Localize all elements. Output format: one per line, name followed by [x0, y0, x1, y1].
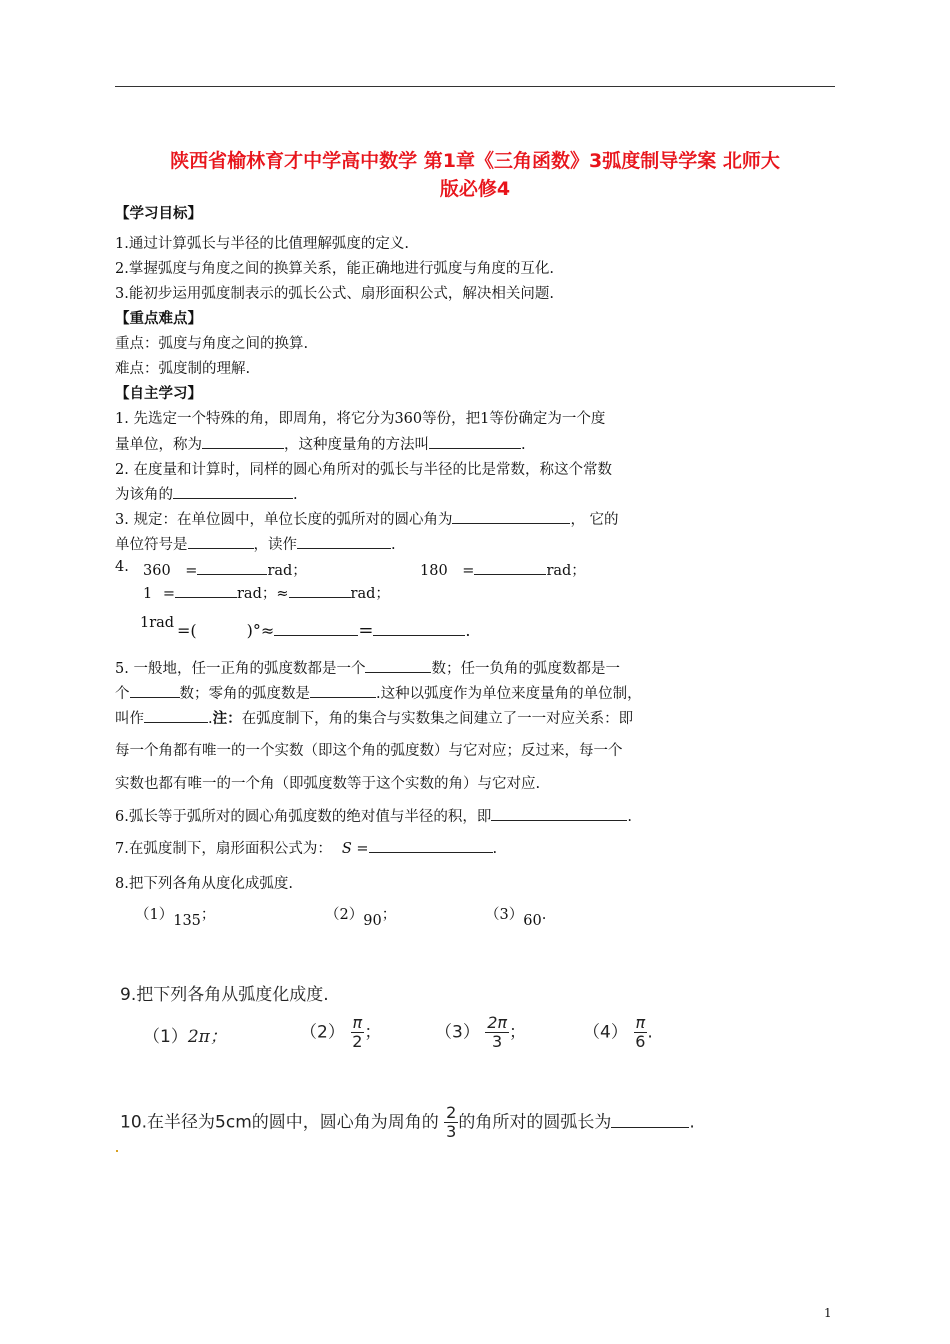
- q7-line: [115, 838, 497, 860]
- q5-blank-3[interactable]: [310, 683, 376, 698]
- q8-line: 8.把下列各角从度化成弧度.: [115, 876, 293, 892]
- q10-line: [120, 1104, 695, 1141]
- page-number: 1: [824, 1306, 832, 1320]
- q7-text: 7.在弧度制下，扇形面积公式为：: [115, 841, 332, 857]
- q2-text-a: 为该角的: [115, 487, 173, 503]
- q6-text: 6.弧长等于弧所对的圆心角弧度数的绝对值与半径的积，即: [115, 809, 492, 825]
- difficult-point: 难点：弧度制的理解.: [115, 361, 251, 377]
- q8-item3-dot: .: [541, 907, 547, 923]
- q1-line1: 1. 先选定一个特殊的角，即周角，将它分为360等份，把1等份确定为一个度: [115, 411, 606, 427]
- q9-line: 9.把下列各角从弧度化成度.: [120, 985, 329, 1005]
- q8-item1-label: （1）: [135, 907, 174, 923]
- q4-180: 180: [420, 563, 448, 579]
- q9-item4-dot: .: [647, 1022, 653, 1043]
- q8-item2: [325, 904, 397, 929]
- heading-self-study: 【自主学习】: [115, 385, 202, 402]
- q4-paren-close: )°: [246, 621, 261, 640]
- q4-row1-left: [143, 560, 307, 582]
- q8-item1-value: 135: [173, 913, 201, 929]
- q8-item1: [135, 904, 216, 929]
- q4-end: .: [465, 621, 471, 640]
- q9-item2-den: 2: [352, 1032, 363, 1051]
- q9-item4-label: （4）: [583, 1022, 628, 1043]
- q9-item4-num: π: [635, 1013, 646, 1032]
- q4-blank-180[interactable]: [474, 560, 546, 575]
- q9-item4: [583, 1014, 653, 1051]
- goal-3: 3.能初步运用弧度制表示的弧长公式、扇形面积公式，解决相关问题.: [115, 286, 554, 302]
- q8-item3-label: （3）: [485, 907, 524, 923]
- q5-blank-2[interactable]: [130, 683, 180, 698]
- q9-item3-semi: ；: [509, 1022, 527, 1043]
- q5-line1: [115, 658, 620, 680]
- q3-text-a: 3. 规定：在单位圆中，单位长度的弧所对的圆心角为: [115, 512, 453, 528]
- q9-item3-frac: [485, 1014, 509, 1051]
- q9-item2-semi: ；: [364, 1022, 382, 1043]
- q8-item3: [485, 904, 547, 929]
- q4-row2: [143, 583, 390, 605]
- q2-line2: [115, 484, 298, 506]
- q5-text-d: 数；零角的弧度数是: [179, 686, 310, 702]
- q3-blank-2[interactable]: [188, 534, 254, 549]
- q3-blank-3[interactable]: [297, 534, 391, 549]
- heading-goals: 【学习目标】: [115, 205, 202, 222]
- q2-line1: 2. 在度量和计算时，同样的圆心角所对的弧长与半径的比是常数，称这个常数: [115, 462, 612, 478]
- q9-item4-frac: [633, 1014, 647, 1051]
- q4-eq-2: =: [462, 563, 475, 579]
- q4-rad-2: rad；: [546, 563, 586, 579]
- q3-line2: [115, 534, 396, 556]
- q9-item2-num: π: [352, 1013, 363, 1032]
- q1-blank-2[interactable]: [429, 434, 521, 449]
- q9-item3-label: （3）: [435, 1022, 480, 1043]
- q9-item3-den: 3: [492, 1032, 503, 1051]
- q10-den: 3: [446, 1122, 457, 1141]
- header-rule: [115, 86, 835, 87]
- q5-text-a: 5. 一般地，任一正角的弧度数都是一个: [115, 661, 366, 677]
- q3-line1: [115, 509, 619, 531]
- q5-text-f: 叫作: [115, 711, 144, 727]
- q4-1rad: 1rad: [140, 615, 175, 631]
- q10-blank[interactable]: [611, 1109, 689, 1128]
- q6-line: [115, 806, 632, 828]
- q4-rad-4: rad；: [350, 586, 390, 602]
- q9-item3-num: 2π: [487, 1013, 508, 1032]
- q2-text-end: .: [293, 487, 298, 503]
- q4-row3: [177, 620, 471, 642]
- q3-text-d: ，读作: [253, 537, 297, 553]
- q3-text-end: .: [391, 537, 396, 553]
- goal-1: 1.通过计算弧长与半径的比值理解弧度的定义.: [115, 236, 409, 252]
- q2-blank[interactable]: [173, 484, 293, 499]
- q10-frac: [444, 1104, 458, 1141]
- q10-end: .: [689, 1112, 695, 1133]
- q4-blank-1deg[interactable]: [175, 583, 237, 598]
- q5-line3: 叫作 .注：在弧度制下，角的集合与实数集之间建立了一一对应关系：即: [115, 710, 634, 727]
- q9-item1: [143, 1022, 227, 1047]
- q5-note: 注：: [212, 710, 242, 727]
- q8-item3-value: 60: [523, 913, 542, 929]
- q1-blank-1[interactable]: [202, 434, 284, 449]
- q4-blank-approx[interactable]: [289, 583, 351, 598]
- document-title-line1: 陕西省榆林育才中学高中数学 第1章《三角函数》3弧度制导学案 北师大: [170, 150, 780, 172]
- q3-text-b: ， 它的: [570, 512, 619, 528]
- q6-end: .: [627, 809, 632, 825]
- q7-end: .: [492, 841, 498, 857]
- q5-blank-4[interactable]: [144, 708, 208, 723]
- q3-text-c: 单位符号是: [115, 537, 188, 553]
- q9-item1-label: （1）: [143, 1027, 188, 1047]
- q8-item2-label: （2）: [325, 907, 364, 923]
- q7-blank[interactable]: [369, 838, 493, 853]
- q6-blank[interactable]: [491, 806, 627, 821]
- q3-blank-1[interactable]: [452, 509, 570, 524]
- q4-eq-3: =: [162, 586, 175, 602]
- q9-item4-den: 6: [635, 1032, 646, 1051]
- q1-text-a: 量单位，称为: [115, 437, 202, 453]
- q4-rad-3: rad；: [237, 586, 277, 602]
- q4-approx-2: ≈: [260, 621, 275, 640]
- q4-eq: =: [185, 563, 198, 579]
- q9-item1-value: 2π；: [187, 1027, 227, 1047]
- q4-blank-360[interactable]: [197, 560, 267, 575]
- key-point: 重点：弧度与角度之间的换算.: [115, 336, 309, 352]
- q5-line4: 每一个角都有唯一的一个实数（即这个角的弧度数）与它对应；反过来，每一个: [115, 743, 623, 759]
- q5-text-e: .这种以弧度作为单位来度量角的单位制，: [376, 686, 642, 702]
- q4-rad-1: rad；: [267, 563, 307, 579]
- q5-line2: [115, 683, 642, 705]
- goal-2: 2.掌握弧度与角度之间的换算关系，能正确地进行弧度与角度的互化.: [115, 261, 554, 277]
- q4-eq-4: =: [358, 620, 374, 641]
- q4-360: 360: [143, 563, 171, 579]
- document-title-line2: 版必修4: [439, 178, 511, 200]
- q5-text-b: 数；任一负角的弧度数都是一: [431, 661, 620, 677]
- q4-blank-deg[interactable]: [274, 621, 358, 636]
- q9-item3: [435, 1014, 526, 1051]
- q9-item2: [300, 1014, 381, 1051]
- q8-item1-semi: ；: [200, 907, 216, 923]
- q9-item2-frac: [350, 1014, 364, 1051]
- q10-text-b: 的角所对的圆弧长为: [458, 1112, 612, 1133]
- q4-blank-dms[interactable]: [373, 621, 465, 636]
- q4-row1-right: [420, 560, 586, 582]
- q9-item2-label: （2）: [300, 1022, 345, 1043]
- q5-text-g: 在弧度制下，角的集合与实数集之间建立了一一对应关系：即: [241, 711, 634, 727]
- q4-approx: ≈: [276, 586, 289, 602]
- q5-blank-1[interactable]: [365, 658, 431, 673]
- stray-mark: [116, 1150, 118, 1152]
- q1-text-b: ，这种度量角的方法叫: [284, 437, 429, 453]
- q4-paren-open: =(: [177, 621, 197, 640]
- q4-label: 4.: [115, 559, 129, 575]
- q1-text-end: .: [521, 437, 526, 453]
- q7-s: S =: [341, 841, 369, 857]
- q10-num: 2: [446, 1103, 457, 1122]
- q5-text-c: 个: [115, 686, 130, 702]
- q1-line2: [115, 434, 526, 456]
- q8-item2-semi: ；: [381, 907, 397, 923]
- q8-item2-value: 90: [363, 913, 382, 929]
- heading-key-points: 【重点难点】: [115, 310, 202, 327]
- q4-one: 1: [143, 586, 153, 602]
- q5-line5: 实数也都有唯一的一个角（即弧度数等于这个实数的角）与它对应.: [115, 776, 541, 792]
- q10-text-a: 10.在半径为5cm的圆中，圆心角为周角的: [120, 1112, 439, 1133]
